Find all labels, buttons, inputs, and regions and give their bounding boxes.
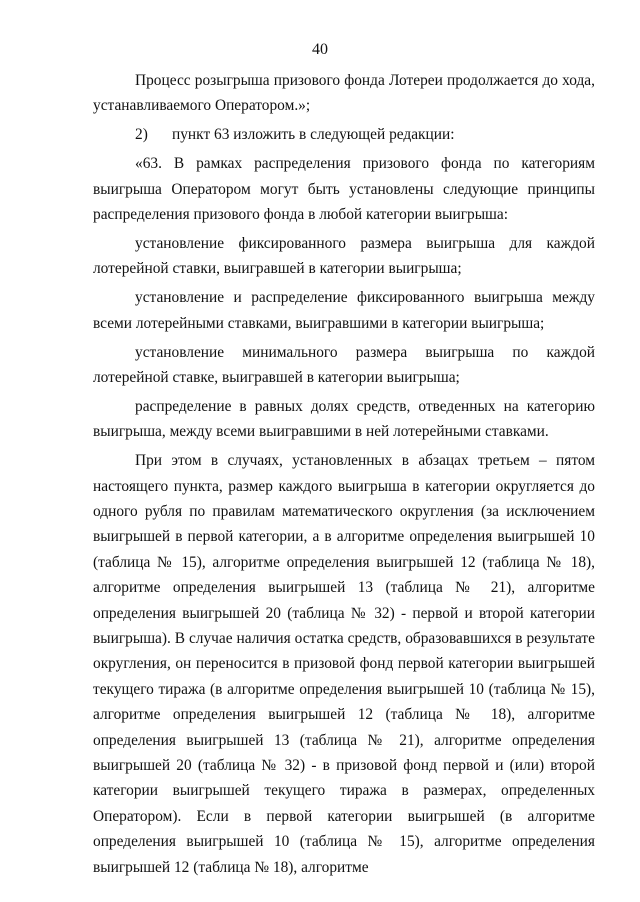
paragraph-63-intro: «63. В рамках распределения призового фонда по категориям выигрыша Оператором могут быть установлены следующие принципы распределения призового фонда в любой категории выигрыша: (93, 155, 595, 224)
paragraph-principle-2: установление и распределение фиксированного выигрыша между всеми лотерейными ставками, выигравшими в категории выигрыша; (93, 289, 595, 332)
paragraph-principle-1: установление фиксированного размера выигрыша для каждой лотерейной ставки, выигравшей в категории выигрыша; (93, 234, 595, 278)
paragraph-principle-3: установление минимального размера выигрыша по каждой лотерейной ставке, выигравшей в категории выигрыша; (93, 343, 595, 386)
page-number: 40 (312, 41, 328, 58)
document-body (93, 68, 595, 884)
list-item-number: 2) (135, 126, 148, 144)
paragraph-rounding: При этом в случаях, установленных в абзацах третьем – пятом настоящего пункта, размер каждого выигрыша в категории округляется до одного рубля по правилам математического округления (за исключением выигрышей в первой категории, а в алгоритме определения выигрышей 10 (таблица № 15), алгоритме определения выигрышей 12 (таблица № 18), алгоритме определения выигрышей 13 (таблица № 21), алгоритме определения выигрышей 20 (таблица № 32) - первой и второй категории выигрыша). В случае наличия остатка средств, образовавшихся в результате округления, он переносится в призовой фонд первой категории выигрышей текущего тиража (в алгоритме определения выигрышей 10 (таблица № 15), алгоритме определения выигрышей 12 (таблица № 18), алгоритме определения выигрышей 13 (таблица № 21), алгоритме определения выигрышей 20 (таблица № 32) - в призовой фонд первой и (или) второй категории выигрышей текущего тиража в размерах, определенных Оператором). Если в первой категории выигрышей (в алгоритме определения выигрышей 10 (таблица № 15), алгоритме определения выигрышей 12 (таблица № 18), алгоритме (93, 452, 595, 876)
paragraph-1: Процесс розыгрыша призового фонда Лотереи продолжается до хода, устанавливаемого Оператором.»; (93, 72, 595, 115)
list-item-2 (93, 122, 595, 147)
list-item-text: пункт 63 изложить в следующей редакции: (172, 126, 455, 144)
paragraph-principle-4: распределение в равных долях средств, отведенных на категорию выигрыша, между всеми выигравшими в ней лотерейными ставками. (93, 397, 595, 441)
